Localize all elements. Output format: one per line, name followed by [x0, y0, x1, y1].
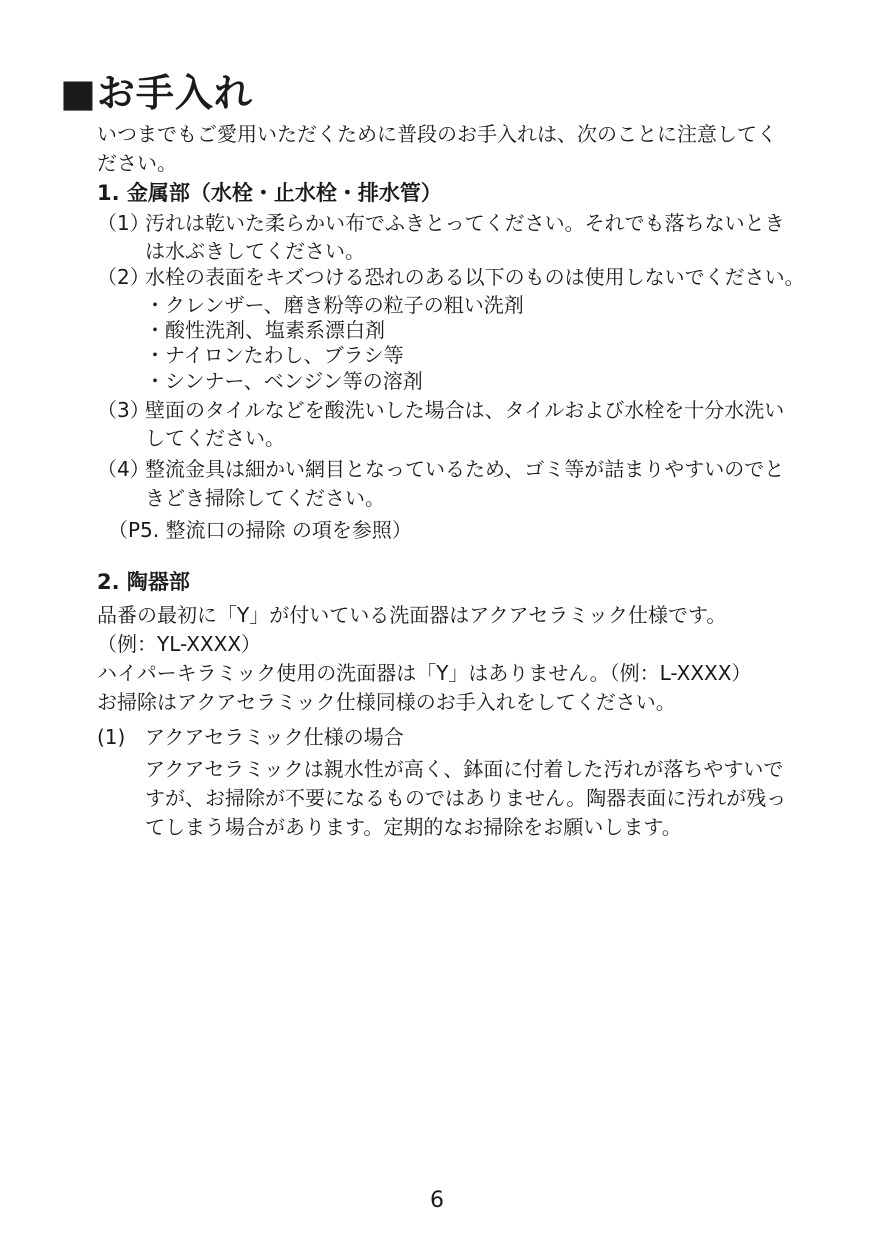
section2-heading: 2. 陶器部 — [97, 570, 190, 594]
section1-heading: 1. 金属部（水栓・止水栓・排水管） — [97, 181, 442, 205]
item4-line-2: きどき掃除してください。 — [145, 486, 385, 510]
section2-line-3: ハイパーキラミック使用の洗面器は「Y」はありません。（例：L-XXXX） — [97, 661, 752, 685]
item1-line-2: は水ぶきしてください。 — [145, 239, 365, 263]
section2-item1-line-1: アクアセラミックは親水性が高く、鉢面に付着した汚れが落ちやすいで — [145, 757, 784, 781]
section2-line-4: お掃除はアクアセラミック仕様同様のお手入れをしてください。 — [97, 690, 676, 714]
page-number: 6 — [430, 1188, 444, 1213]
section2-item1-line-2: すが、お掃除が不要になるものではありません。陶器表面に汚れが残っ — [145, 786, 787, 810]
item1-line-1: 汚れは乾いた柔らかい布でふきとってください。それでも落ちないとき — [145, 211, 785, 235]
item4-line-1: 整流金具は細かい網目となっているため、ゴミ等が詰まりやすいのでと — [145, 457, 785, 481]
bullet-2: ・酸性洗剤、塩素系漂白剤 — [145, 318, 385, 342]
section2-item1-title: アクアセラミック仕様の場合 — [145, 725, 404, 749]
bullet-3: ・ナイロンたわし、ブラシ等 — [145, 343, 404, 367]
item4-number: （4） — [97, 457, 150, 481]
bullet-4: ・シンナー、ベンジン等の溶剤 — [145, 369, 423, 393]
intro-line-2: ださい。 — [97, 151, 177, 175]
page-title: ■お手入れ — [60, 71, 253, 115]
item3-line-2: してください。 — [145, 426, 285, 450]
section2-line-2: （例：YL-XXXX） — [97, 632, 262, 656]
section2-item1-line-3: てしまう場合があります。定期的なお掃除をお願いします。 — [145, 815, 682, 839]
item2-number: （2） — [97, 265, 150, 289]
item3-number: （3） — [97, 398, 150, 422]
section2-line-1: 品番の最初に「Y」が付いている洗面器はアクアセラミック仕様です。 — [97, 603, 727, 627]
intro-line-1: いつまでもご愛用いただくために普段のお手入れは、次のことに注意してく — [97, 122, 777, 146]
item1-number: （1） — [97, 211, 150, 235]
item2-text: 水栓の表面をキズつける恐れのある以下のものは使用しないでください。 — [145, 265, 805, 289]
section2-item1-number: (1) — [97, 725, 126, 749]
reference-note: （P5. 整流口の掃除 の項を参照） — [108, 518, 412, 542]
bullet-1: ・クレンザー、磨き粉等の粒子の粗い洗剤 — [145, 293, 524, 317]
item3-line-1: 壁面のタイルなどを酸洗いした場合は、タイルおよび水栓を十分水洗い — [145, 398, 785, 422]
